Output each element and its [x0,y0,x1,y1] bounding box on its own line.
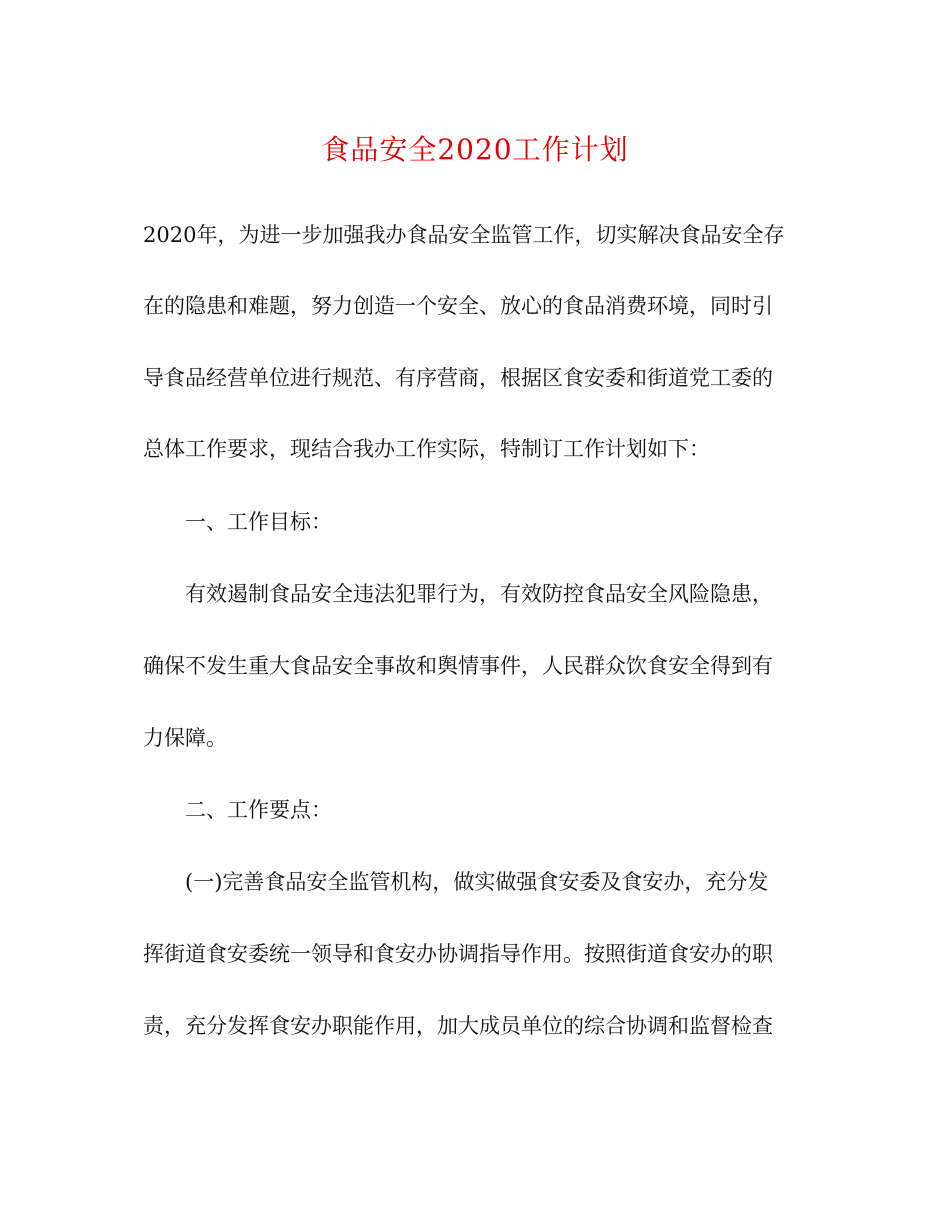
paragraph-line: 有效遏制食品安全违法犯罪行为，有效防控食品安全风险隐患， [185,582,773,606]
document-title: 食品安全2020工作计划 [321,133,629,166]
paragraph-line: 导食品经营单位进行规范、有序营商，根据区食安委和街道党工委的 [143,366,773,390]
paragraph-line: 力保障。 [143,726,227,750]
paragraph-line: 2020年，为进一步加强我办食品安全监管工作，切实解决食品安全存 [143,223,785,247]
paragraph-line: 总体工作要求，现结合我办工作实际，特制订工作计划如下： [143,437,710,461]
section-heading: 二、工作要点： [185,798,332,822]
paragraph-line: 责，充分发挥食安办职能作用，加大成员单位的综合协调和监督检查 [143,1014,773,1038]
paragraph-line: 挥街道食安委统一领导和食安办协调指导作用。按照街道食安办的职 [143,942,773,966]
paragraph-line: 确保不发生重大食品安全事故和舆情事件，人民群众饮食安全得到有 [143,654,773,678]
paragraph-line: (一)完善食品安全监管机构，做实做强食安委及食安办，充分发 [185,870,769,894]
section-heading: 一、工作目标： [185,510,332,534]
paragraph-line: 在的隐患和难题，努力创造一个安全、放心的食品消费环境，同时引 [143,294,773,318]
